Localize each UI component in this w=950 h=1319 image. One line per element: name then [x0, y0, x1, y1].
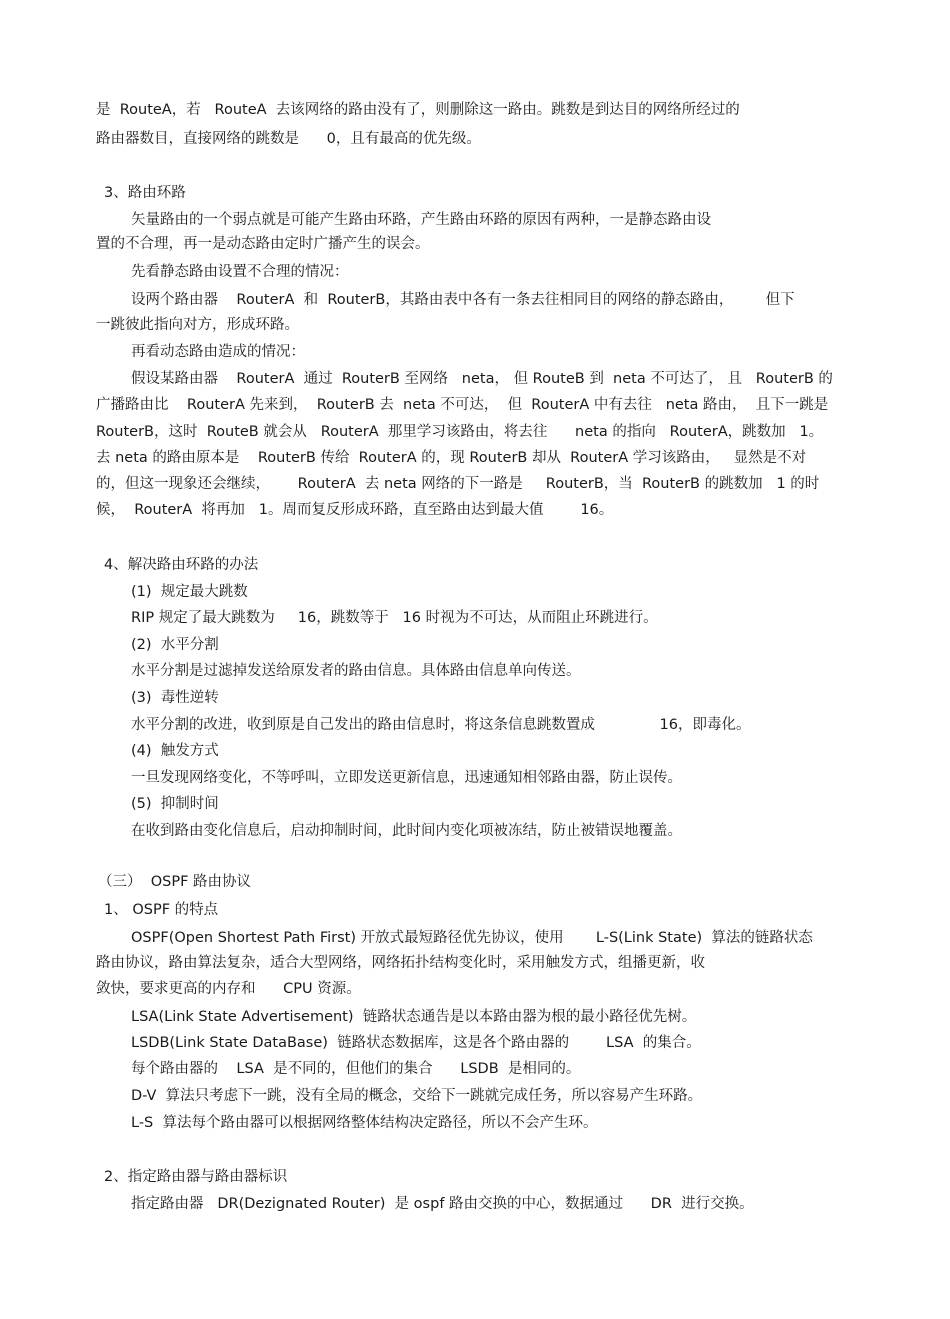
list-item-text: RIP 规定了最大跳数为 16，跳数等于 16 时视为不可达，从而阻止环跳进行。	[131, 610, 658, 626]
list-item-text: 水平分割的改进，收到原是自己发出的路由信息时，将这条信息跳数置成 16，即毒化。	[131, 717, 751, 733]
paragraph-line: 广播路由比 RouterA 先来到， RouterB 去 neta 不可达， 但 RouterA 中有去往 neta 路由， 且下一跳是	[96, 397, 829, 413]
paragraph-line: D-V 算法只考虑下一跳，没有全局的概念，交给下一跳就完成任务，所以容易产生环路。	[131, 1088, 703, 1104]
list-item-heading: (2) 水平分割	[131, 637, 219, 653]
section-heading-ospf: （三） OSPF 路由协议	[98, 874, 252, 890]
paragraph-line: L-S 算法每个路由器可以根据网络整体结构决定路径，所以不会产生环。	[131, 1115, 598, 1131]
paragraph-line: 设两个路由器 RouterA 和 RouterB，其路由表中各有一条去往相同目的网络的静态路由， 但下	[131, 292, 795, 308]
definition-lsdb: LSDB(Link State DataBase) 链路状态数据库，这是各个路由器的 LSA 的集合。	[131, 1035, 701, 1051]
subsection-heading-designated-router: 2、指定路由器与路由器标识	[104, 1169, 288, 1185]
paragraph-line: 路由协议，路由算法复杂，适合大型网络，网络拓扑结构变化时，采用触发方式，组播更新，收	[96, 955, 705, 971]
section-heading-routing-loop: 3、路由环路	[104, 185, 186, 201]
paragraph-line: 置的不合理，再一是动态路由定时广播产生的误会。	[96, 236, 430, 252]
paragraph-line: 候， RouterA 将再加 1。周而复反形成环路，直至路由达到最大值 16。	[96, 502, 614, 518]
list-item-text: 在收到路由变化信息后，启动抑制时间，此时间内变化项被冻结，防止被错误地覆盖。	[131, 823, 682, 839]
list-item-heading: (5) 抑制时间	[131, 796, 219, 812]
paragraph-line: 路由器数目，直接网络的跳数是 0，且有最高的优先级。	[96, 131, 481, 147]
paragraph-line: 矢量路由的一个弱点就是可能产生路由环路，产生路由环路的原因有两种，一是静态路由设	[131, 212, 711, 228]
list-item-heading: (4) 触发方式	[131, 743, 219, 759]
paragraph-line: 敛快，要求更高的内存和 CPU 资源。	[96, 981, 361, 997]
list-item-heading: (1) 规定最大跳数	[131, 584, 248, 600]
paragraph-line: OSPF(Open Shortest Path First) 开放式最短路径优先协议，使用 L-S(Link State) 算法的链路状态	[131, 930, 813, 946]
paragraph-line: 一跳彼此指向对方，形成环路。	[96, 317, 299, 333]
paragraph-line: 假设某路由器 RouterA 通过 RouterB 至网络 neta， 但 RouteB 到 neta 不可达了， 且 RouterB 的	[131, 371, 833, 387]
paragraph-line: 再看动态路由造成的情况：	[131, 344, 305, 360]
paragraph-line: 是 RouteA，若 RouteA 去该网络的路由没有了，则删除这一路由。跳数是到达目的网络所经过的	[96, 102, 740, 118]
paragraph-line: 先看静态路由设置不合理的情况：	[131, 264, 349, 280]
list-item-text: 水平分割是过滤掉发送给原发者的路由信息。具体路由信息单向传送。	[131, 663, 581, 679]
section-heading-loop-solutions: 4、解决路由环路的办法	[104, 557, 259, 573]
paragraph-line: 的，但这一现象还会继续， RouterA 去 neta 网络的下一路是 RouterB，当 RouterB 的跳数加 1 的时	[96, 476, 820, 492]
paragraph-line: 去 neta 的路由原本是 RouterB 传给 RouterA 的，现 RouterB 却从 RouterA 学习该路由， 显然是不对	[96, 450, 807, 466]
paragraph-line: 指定路由器 DR(Dezignated Router) 是 ospf 路由交换的中心，数据通过 DR 进行交换。	[131, 1196, 754, 1212]
paragraph-line: RouterB，这时 RouteB 就会从 RouterA 那里学习该路由，将去往 neta 的指向 RouterA，跳数加 1。	[96, 424, 824, 440]
list-item-heading: (3) 毒性逆转	[131, 690, 219, 706]
list-item-text: 一旦发现网络变化，不等呼叫，立即发送更新信息，迅速通知相邻路由器，防止误传。	[131, 770, 682, 786]
definition-lsa: LSA(Link State Advertisement) 链路状态通告是以本路由器为根的最小路径优先树。	[131, 1009, 697, 1025]
subsection-heading-ospf-features: 1、 OSPF 的特点	[104, 902, 219, 918]
paragraph-line: 每个路由器的 LSA 是不同的，但他们的集合 LSDB 是相同的。	[131, 1061, 581, 1077]
